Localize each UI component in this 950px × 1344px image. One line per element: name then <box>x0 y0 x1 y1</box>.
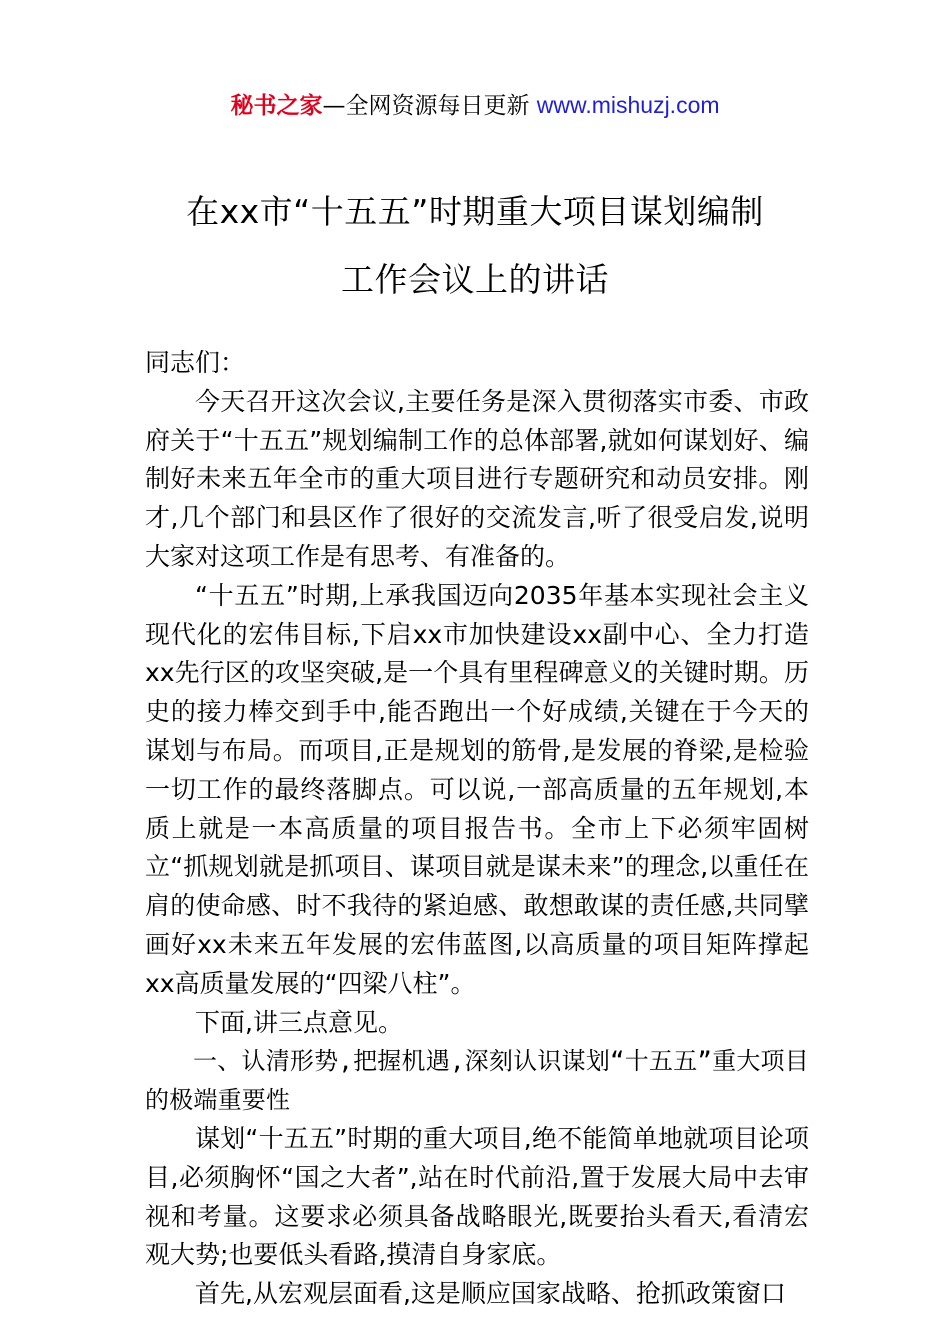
document-body <box>145 344 809 1314</box>
header-banner <box>0 88 950 123</box>
site-url-link[interactable]: www.mishuzj.com <box>536 92 720 118</box>
brand-name: 秘书之家 <box>230 93 323 119</box>
paragraph-section1-first-point: 首先,从宏观层面看,这是顺应国家战略、抢抓政策窗口 <box>195 1279 786 1309</box>
paragraph-context: “十五五”时期,上承我国迈向2035年基本实现社会主义现代化的宏伟目标,下启xx市加快建设xx副中心、全力打造xx先行区的攻坚突破,是一个具有里程碑意义的关键时期。历史的接力棒交到手中,能否跑出一个好成绩,关键在于今天的谋划与布局。而项目,正是规划的筋骨,是发展的脊梁,是检验一切工作的最终落脚点。可以说,一部高质量的五年规划,本质上就是一本高质量的项目报告书。全市上下必须牢固树立“抓规划就是抓项目、谋项目就是谋未来”的理念,以重任在肩的使命感、时不我待的紧迫感、敢想敢谋的责任感,共同擘画好xx未来五年发展的宏伟蓝图,以高质量的项目矩阵撑起xx高质量发展的“四梁八柱”。 <box>145 580 809 998</box>
section-heading-1: 一、认清形势,把握机遇,深刻认识谋划“十五五”重大项目的极端重要性 <box>145 1047 809 1115</box>
paragraph-intro: 今天召开这次会议,主要任务是深入贯彻落实市委、市政府关于“十五五”规划编制工作的总体部署,就如何谋划好、编制好未来五年全市的重大项目进行专题研究和动员安排。刚才,几个部门和县区作了很好的交流发言,听了很受启发,说明大家对这项工作是有思考、有准备的。 <box>145 386 809 571</box>
title-line-1: 在xx市“十五五”时期重大项目谋划编制 <box>186 192 764 231</box>
salutation: 同志们： <box>145 348 246 377</box>
paragraph-section1-intro: 谋划“十五五”时期的重大项目,绝不能简单地就项目论项目,必须胸怀“国之大者”,站在时代前沿,置于发展大局中去审视和考量。这要求必须具备战略眼光,既要抬头看天,看清宏观大势;也要低头看路,摸清自身家底。 <box>145 1123 809 1270</box>
paragraph-transition: 下面,讲三点意见。 <box>195 1007 403 1037</box>
title-line-2: 工作会议上的讲话 <box>341 260 609 299</box>
header-tagline: —全网资源每日更新 <box>322 93 537 119</box>
document-title <box>110 178 840 314</box>
